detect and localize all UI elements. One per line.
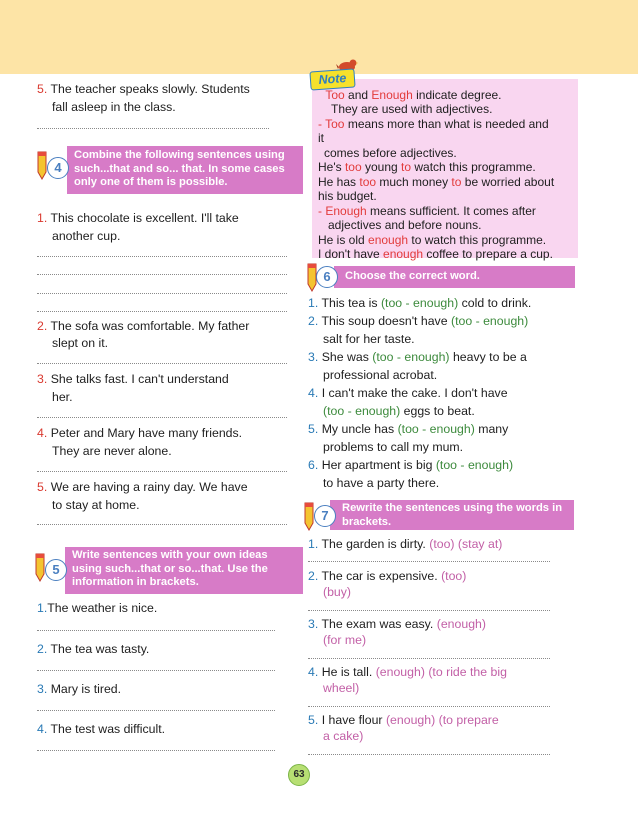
ex6-line: problems to call my mum.: [323, 440, 464, 454]
ex7-item-3-line2: (for me): [323, 633, 367, 647]
ex4-item-4-line1: 4. Peter and Mary have many friends.: [37, 426, 243, 440]
ex6-line: to have a party there.: [323, 476, 440, 490]
answer-line[interactable]: [37, 128, 269, 129]
answer-line[interactable]: [37, 311, 287, 312]
ex4-item-1-line1: 1. This chocolate is excellent. I'll take: [37, 211, 239, 225]
ex4-item-5-line1: 5. We are having a rainy day. We have: [37, 480, 248, 494]
ex7-item-5: 5. I have flour (enough) (to prepare: [308, 713, 499, 727]
answer-line[interactable]: [37, 630, 275, 631]
note-line-11: He is old enough to watch this programme.: [318, 233, 547, 247]
exercise-4-instruction: Combine the following sentences using such...that and so... that. In some cases only one of them is possible.: [67, 146, 303, 194]
ex6-line: salt for her taste.: [323, 332, 415, 346]
answer-line[interactable]: [308, 658, 550, 659]
header-band: [0, 0, 638, 74]
ex4-item-2-line1: 2. The sofa was comfortable. My father: [37, 319, 250, 333]
ex6-line: 5. My uncle has (too - enough) many: [308, 422, 509, 436]
ex7-item-4-line2: wheel): [323, 681, 360, 695]
ex6-line: (too - enough) eggs to beat.: [323, 404, 475, 418]
answer-line[interactable]: [37, 293, 287, 294]
ex4-item-1-line2: another cup.: [52, 229, 121, 243]
ex6-line: professional acrobat.: [323, 368, 438, 382]
answer-line[interactable]: [37, 670, 275, 671]
ex7-item-2-line2: (buy): [323, 585, 352, 599]
ex4-item-3-line2: her.: [52, 390, 73, 404]
exercise-6-instruction: Choose the correct word.: [334, 266, 575, 288]
answer-line[interactable]: [37, 750, 275, 751]
note-label: Note: [309, 68, 355, 90]
exercise-7-instruction: Rewrite the sentences using the words in brackets.: [330, 500, 574, 530]
note-line-1: Too and Enough indicate degree.: [325, 88, 502, 102]
prev-item-5-line1: 5. The teacher speaks slowly. Students: [37, 82, 250, 96]
ex7-item-5-line2: a cake): [323, 729, 364, 743]
note-line-7: He has too much money to be worried about: [318, 175, 555, 189]
ex5-item-2: 2. The tea was tasty.: [37, 642, 150, 656]
answer-line[interactable]: [37, 274, 287, 275]
ex6-line: 6. Her apartment is big (too - enough): [308, 458, 514, 472]
note-line-10: adjectives and before nouns.: [328, 218, 482, 232]
ex5-item-1: 1.The weather is nice.: [37, 601, 158, 615]
ex6-line: 4. I can't make the cake. I don't have: [308, 386, 508, 400]
answer-line[interactable]: [37, 524, 287, 525]
answer-line[interactable]: [308, 561, 550, 562]
ex4-item-3-line1: 3. She talks fast. I can't understand: [37, 372, 229, 386]
note-line-6: He's too young to watch this programme.: [318, 160, 536, 174]
note-line-4: it: [318, 131, 324, 145]
note-line-2: They are used with adjectives.: [331, 102, 493, 116]
answer-line[interactable]: [308, 610, 550, 611]
exercise-5-instruction: Write sentences with your own ideas using such...that or so...that. Use the information in brackets.: [65, 547, 303, 594]
note-line-5: comes before adjectives.: [324, 146, 457, 160]
ex4-item-2-line2: slept on it.: [52, 336, 109, 350]
note-line-3: - Too means more than what is needed and: [318, 117, 549, 131]
answer-line[interactable]: [37, 256, 287, 257]
answer-line[interactable]: [37, 710, 275, 711]
ex7-item-4: 4. He is tall. (enough) (to ride the big: [308, 665, 507, 679]
ex7-item-1: 1. The garden is dirty. (too) (stay at): [308, 537, 503, 551]
exercise-4-badge: 4: [47, 157, 69, 179]
exercise-5-badge: 5: [45, 559, 67, 581]
answer-line[interactable]: [308, 706, 550, 707]
ex7-item-3: 3. The exam was easy. (enough): [308, 617, 486, 631]
prev-item-5-line2: fall asleep in the class.: [52, 100, 176, 114]
ex7-item-2: 2. The car is expensive. (too): [308, 569, 467, 583]
exercise-6-badge: 6: [316, 266, 338, 288]
answer-line[interactable]: [308, 754, 550, 755]
note-line-12: I don't have enough coffee to prepare a cup.: [318, 247, 553, 261]
ex6-line: 1. This tea is (too - enough) cold to drink.: [308, 296, 532, 310]
answer-line[interactable]: [37, 363, 287, 364]
ex4-item-4-line2: They are never alone.: [52, 444, 172, 458]
page-number: 63: [288, 764, 310, 786]
answer-line[interactable]: [37, 417, 287, 418]
ex5-item-4: 4. The test was difficult.: [37, 722, 166, 736]
note-line-8: his budget.: [318, 189, 377, 203]
answer-line[interactable]: [37, 471, 287, 472]
ex5-item-3: 3. Mary is tired.: [37, 682, 122, 696]
ex6-line: 3. She was (too - enough) heavy to be a: [308, 350, 527, 364]
ex6-line: 2. This soup doesn't have (too - enough): [308, 314, 529, 328]
exercise-7-badge: 7: [314, 505, 336, 527]
note-line-9: - Enough means sufficient. It comes after: [318, 204, 536, 218]
ex4-item-5-line2: to stay at home.: [52, 498, 140, 512]
